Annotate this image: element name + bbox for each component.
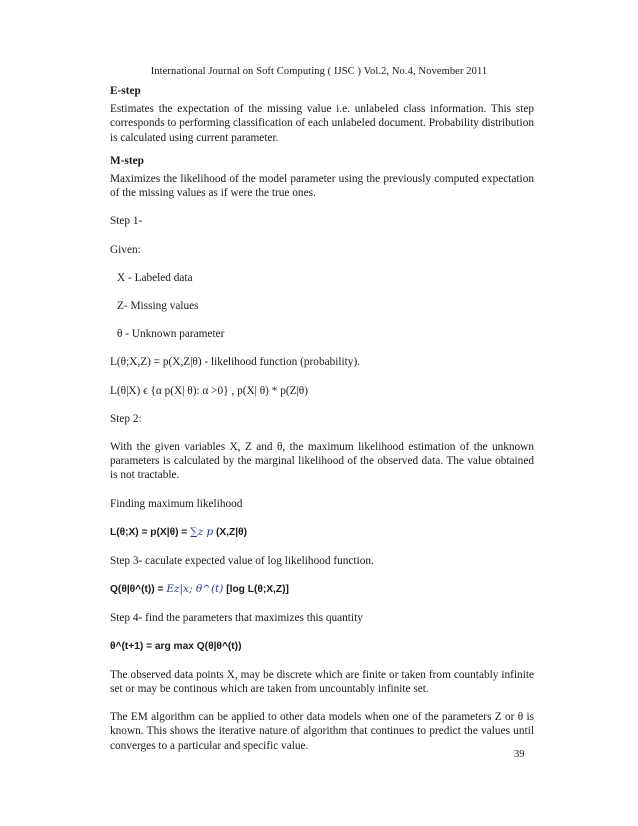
equation-argmax: θ^(t+1) = arg max Q(θ|θ^(t)) xyxy=(110,640,242,652)
equation-expectation xyxy=(110,582,534,597)
estep-heading: E-step xyxy=(110,85,141,97)
finding-max-likelihood: Finding maximum likelihood xyxy=(110,497,243,510)
mstep-heading: M-step xyxy=(110,154,144,167)
estep-text: Estimates the expectation of the missing value i.e. unlabeled class information. This step corresponds to performing classification of each unlabeled document. Probability distribution is calculated using current parameter. xyxy=(110,103,534,144)
step1-label: Step 1- xyxy=(110,215,143,228)
eq1-sum: ∑z p xyxy=(190,525,214,538)
step2-text: With the given variables X, Z and θ, the maximum likelihood estimation of the unknown parameters is calculated by the marginal likelihood of the observed data. The value obtained is not tractable. xyxy=(110,441,534,482)
step4-text: Step 4- find the parameters that maximizes this quantity xyxy=(110,612,363,625)
equation-likelihood xyxy=(110,525,534,540)
given-item-theta: θ - Unknown parameter xyxy=(117,328,225,341)
given-item-z: Z- Missing values xyxy=(117,300,199,313)
eq1-left: L(θ;X) = p(X|θ) = xyxy=(110,526,191,538)
eq1-right: (X,Z|θ) xyxy=(213,526,248,538)
eq2-math: Ez|x; θ^(t) xyxy=(166,583,224,596)
given-label: Given: xyxy=(110,243,141,256)
likelihood-set: L(θ|X) ϵ {α p(X| θ): α >0} , p(X| θ) * p(Z|θ) xyxy=(110,384,308,397)
step2-label: Step 2: xyxy=(110,412,142,425)
eq2-left: Q(θ|θ^(t)) = xyxy=(110,584,167,596)
eq2-right: [log L(θ;X,Z)] xyxy=(223,584,289,596)
running-header: International Journal on Soft Computing ( IJSC ) Vol.2, No.4, November 2011 xyxy=(150,66,488,77)
likelihood-definition: L(θ;X,Z) = p(X,Z|θ) - likelihood function (probability). xyxy=(110,356,361,369)
given-item-x: X - Labeled data xyxy=(117,271,193,284)
body-content xyxy=(110,84,534,753)
mstep-text: Maximizes the likelihood of the model parameter using the previously computed expectation of the missing values as if were the true ones. xyxy=(110,173,534,200)
step3-text: Step 3- caculate expected value of log likelihood function. xyxy=(110,555,374,568)
observed-data-paragraph: The observed data points X, may be discrete which are finite or taken from countably infinite set or may be continous which are taken from uncountably infinite set. xyxy=(110,668,534,696)
page-number: 39 xyxy=(514,749,525,760)
em-apply-paragraph: The EM algorithm can be applied to other data models when one of the parameters Z or θ is known. This shows the iterative nature of algorithm that continues to predict the values until converges to a particular and specific value. xyxy=(110,711,534,752)
